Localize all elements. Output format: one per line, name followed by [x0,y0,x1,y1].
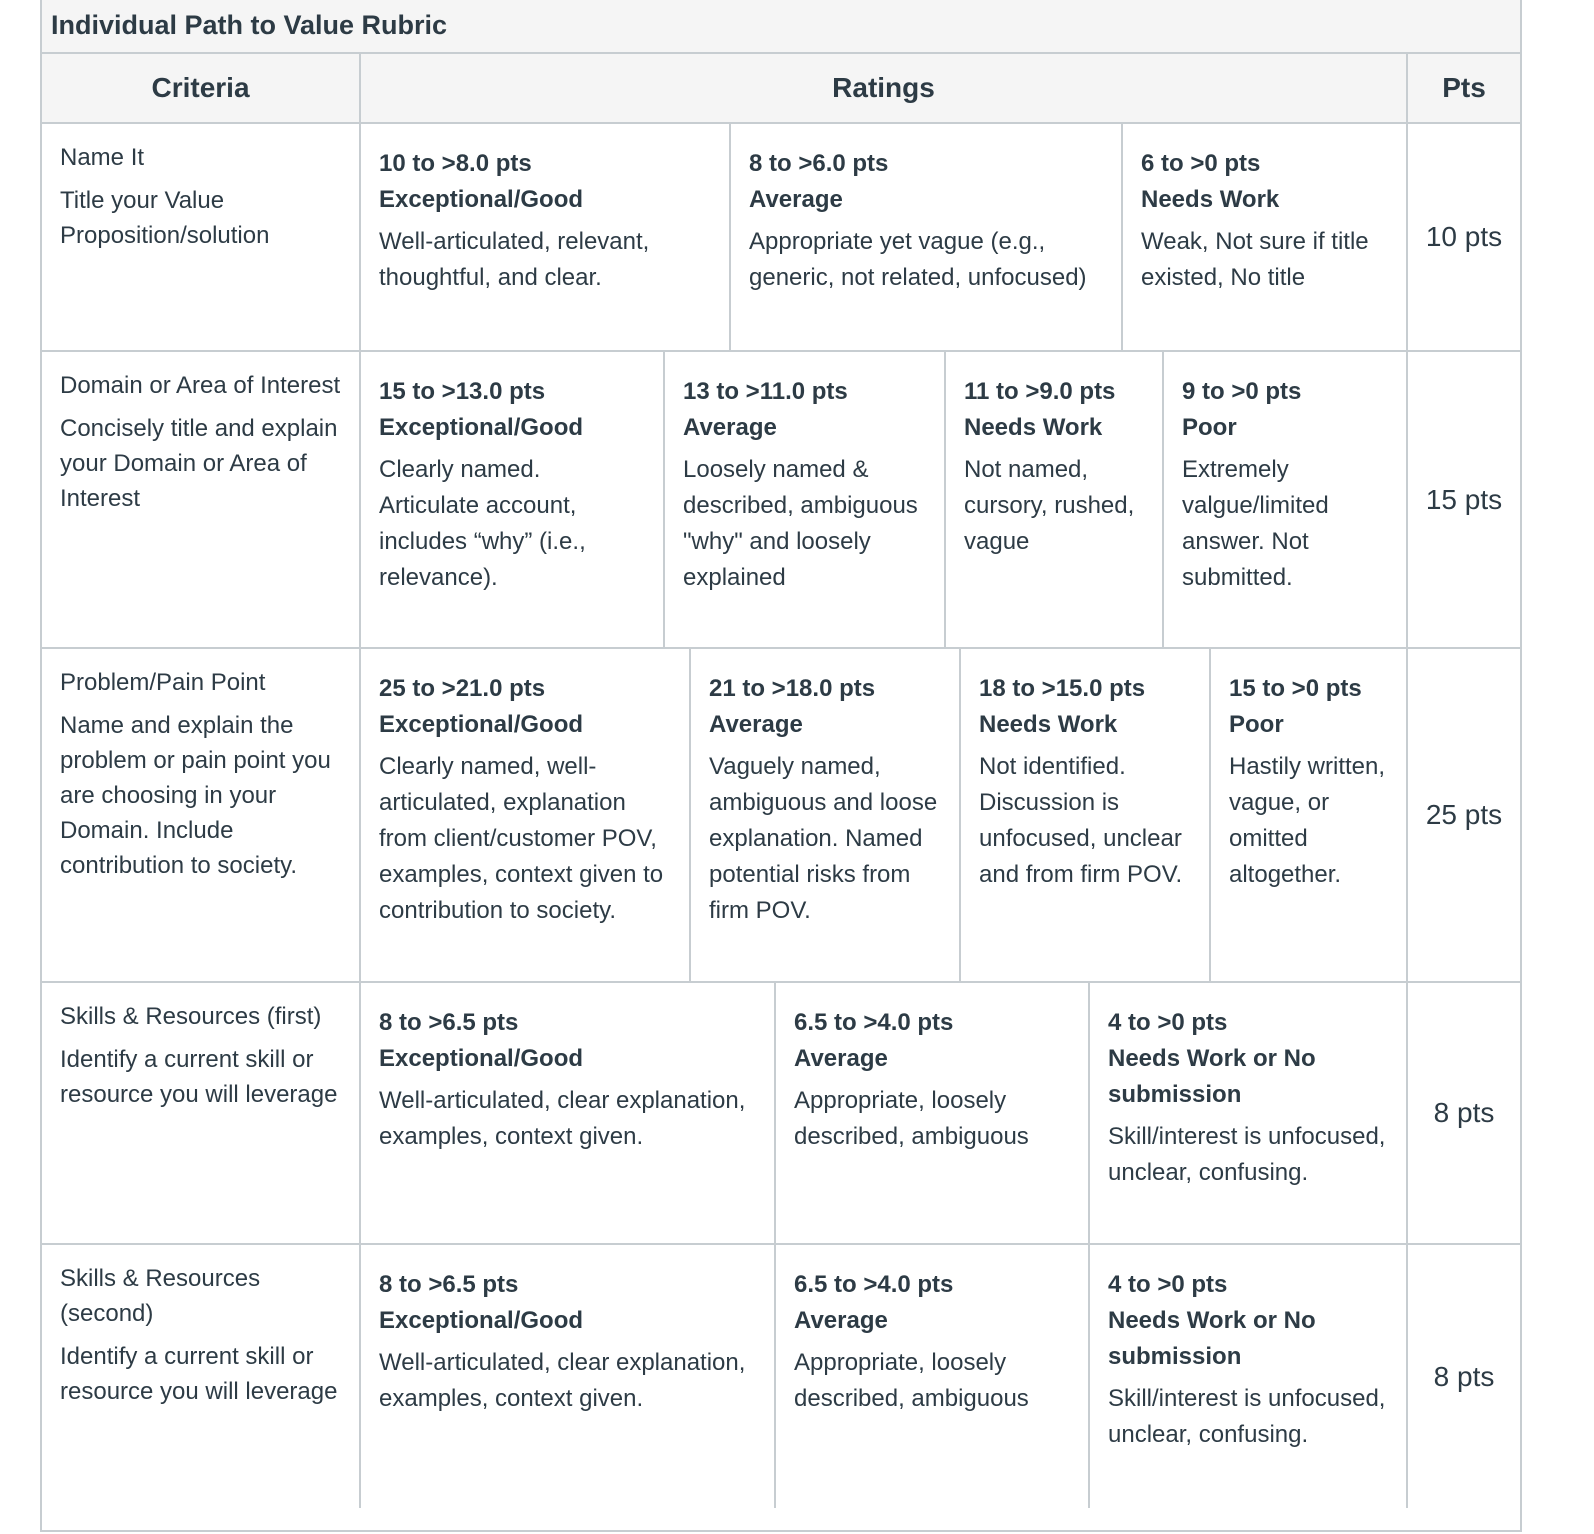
points-cell: 10 pts [1407,123,1520,351]
rating-name: Needs Work [1141,186,1280,213]
rating-needs-work[interactable] [1090,983,1406,1243]
rating-name: Needs Work [979,711,1118,738]
rating-needs-work[interactable] [1123,124,1406,350]
rating-points: 21 to >18.0 pts [709,675,876,702]
rating-points: 18 to >15.0 pts [979,675,1146,702]
criterion-description: Identify a current skill or resource you will leverage [60,1343,338,1405]
rating-points: 6 to >0 pts [1141,150,1261,177]
criterion-row [42,1244,1520,1508]
rating-description: Loosely named & described, ambiguous "why" and loosely explained [683,456,918,591]
rating-points: 25 to >21.0 pts [379,675,546,702]
points-cell: 8 pts [1433,1360,1495,1392]
ratings-header: Ratings [360,54,1407,123]
ratings-cell [360,351,1407,648]
rating-exceptional[interactable] [361,649,691,981]
criterion-title: Skills & Resources (second) [60,1265,261,1327]
rating-description: Clearly named, well-articulated, explanation from client/customer POV, examples, context given to contribution to society. [379,753,664,924]
rating-description: Skill/interest is unfocused, unclear, confusing. [1108,1123,1386,1186]
rating-average[interactable] [731,124,1123,350]
criterion-row [42,351,1520,648]
criterion-title: Name It [60,144,145,171]
criterion-cell [42,351,360,648]
rating-poor[interactable] [1164,352,1406,647]
rating-points: 8 to >6.0 pts [749,150,889,177]
ratings-cell [360,123,1407,351]
ratings-cell [360,648,1407,982]
points-cell: 25 pts [1407,648,1520,982]
criterion-title: Domain or Area of Interest [60,372,341,399]
rating-name: Poor [1182,414,1237,441]
rating-description: Clearly named. Articulate account, includes “why” (i.e., relevance). [379,456,586,591]
rating-name: Exceptional/Good [379,186,584,213]
rating-name: Average [709,711,803,738]
rating-average[interactable] [776,1245,1090,1508]
criterion-row [42,648,1520,982]
criterion-cell [42,982,360,1244]
rating-average[interactable] [691,649,961,981]
rating-average[interactable] [665,352,946,647]
rating-points: 10 to >8.0 pts [379,150,532,177]
rating-points: 15 to >0 pts [1229,675,1362,702]
rating-description: Extremely valgue/limited answer. Not submitted. [1182,456,1329,591]
rating-description: Well-articulated, clear explanation, examples, context given. [379,1349,746,1412]
rating-exceptional[interactable] [361,1245,776,1508]
rating-name: Average [794,1045,888,1072]
criterion-row [42,123,1520,351]
rating-points: 4 to >0 pts [1108,1009,1228,1036]
criterion-description: Title your Value Proposition/solution [60,187,270,249]
rating-points: 15 to >13.0 pts [379,378,546,405]
rating-points: 8 to >6.5 pts [379,1271,519,1298]
rubric-title: Individual Path to Value Rubric [42,0,1520,54]
header-row [42,54,1520,123]
points-cell: 8 pts [1407,982,1520,1244]
rating-points: 11 to >9.0 pts [964,378,1116,405]
rating-name: Needs Work [964,414,1103,441]
criterion-cell [42,1244,360,1508]
ratings-cell [360,982,1407,1244]
rating-points: 6.5 to >4.0 pts [794,1271,954,1298]
rating-description: Weak, Not sure if title existed, No title [1141,228,1369,291]
rating-points: 6.5 to >4.0 pts [794,1009,954,1036]
rating-name: Average [683,414,777,441]
criteria-header: Criteria [42,54,360,123]
rating-points: 8 to >6.5 pts [379,1009,519,1036]
rating-name: Poor [1229,711,1284,738]
rating-name: Average [749,186,843,213]
pts-header: Pts [1407,54,1520,123]
criterion-title: Skills & Resources (first) [60,1003,322,1030]
rating-description: Not named, cursory, rushed, vague [964,456,1135,555]
rubric-table [40,0,1522,1532]
rating-name: Exceptional/Good [379,1045,584,1072]
rating-description: Vaguely named, ambiguous and loose explanation. Named potential risks from firm POV. [709,753,938,924]
rating-name: Needs Work or No submission [1108,1045,1316,1108]
rating-description: Appropriate yet vague (e.g., generic, not related, unfocused) [749,228,1087,291]
rating-points: 4 to >0 pts [1108,1271,1228,1298]
rubric-grid [42,54,1520,1508]
rating-description: Not identified. Discussion is unfocused, unclear and from firm POV. [979,753,1183,888]
criterion-title: Problem/Pain Point [60,669,266,696]
criterion-description: Concisely title and explain your Domain or Area of Interest [60,415,338,512]
rating-description: Hastily written, vague, or omitted altogether. [1229,753,1386,888]
rating-needs-work[interactable] [961,649,1211,981]
rating-points: 9 to >0 pts [1182,378,1302,405]
rating-name: Exceptional/Good [379,1307,584,1334]
rating-name: Exceptional/Good [379,414,584,441]
rating-description: Well-articulated, clear explanation, examples, context given. [379,1087,746,1150]
criterion-cell [42,123,360,351]
rating-description: Appropriate, loosely described, ambiguous [794,1087,1029,1150]
points-cell: 15 pts [1407,351,1520,648]
ratings-cell [360,1244,1407,1508]
rating-needs-work[interactable] [946,352,1164,647]
criterion-description: Name and explain the problem or pain point you are choosing in your Domain. Include contribution to society. [60,712,331,879]
criterion-description: Identify a current skill or resource you will leverage [60,1046,338,1108]
rating-name: Needs Work or No submission [1108,1307,1316,1370]
rating-exceptional[interactable] [361,352,665,647]
rating-description: Skill/interest is unfocused, unclear, confusing. [1108,1385,1386,1448]
rating-name: Exceptional/Good [379,711,584,738]
rating-exceptional[interactable] [361,983,776,1243]
rating-exceptional[interactable] [361,124,731,350]
rating-average[interactable] [776,983,1090,1243]
rating-poor[interactable] [1211,649,1406,981]
rating-name: Average [794,1307,888,1334]
rating-description: Well-articulated, relevant, thoughtful, and clear. [379,228,650,291]
criterion-cell [42,648,360,982]
rating-description: Appropriate, loosely described, ambiguous [794,1349,1029,1412]
rating-points: 13 to >11.0 pts [683,378,848,405]
criterion-row [42,982,1520,1244]
rating-needs-work[interactable] [1090,1245,1406,1508]
